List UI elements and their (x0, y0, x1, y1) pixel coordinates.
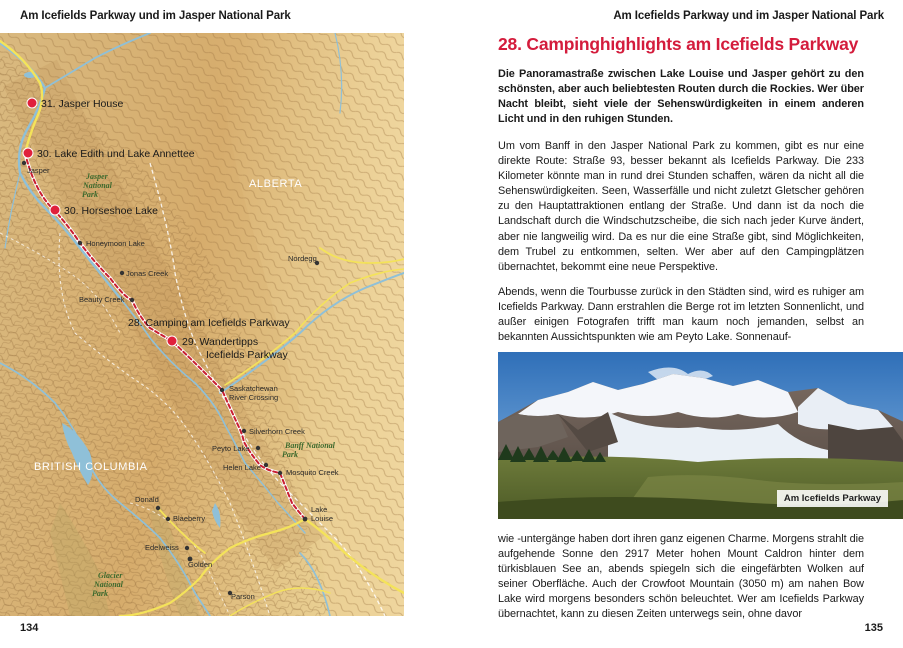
body-paragraph-3: wie -untergänge haben dort ihren ganz eigenen Charme. Morgens strahlt die aufgehende Sonne den 2917 Meter hohen Mount Caldron hinter dem türkisblauen See an, abends spiegeln sich die eingefärbten Wolken auf seiner Oberfläche. Auch der Crowfoot Mountain (3050 m) am nahen Bow Lake wird morgens besonders schön beleuchtet. Wer am Icefields Parkway übernachtet, kann zu diesen Zeiten unterwegs sein, ohne davor (498, 533, 864, 621)
place-silverhorn-creek: Silverhorn Creek (249, 427, 305, 436)
park-glacier-line1: Glacier (98, 571, 123, 580)
place-dot (166, 517, 170, 521)
photo-caption: Am Icefields Parkway (777, 490, 888, 507)
park-banff-line1: Banff National (285, 441, 335, 450)
region-british-columbia: BRITISH COLUMBIA (34, 461, 148, 473)
place-river-crossing: River Crossing (229, 393, 279, 402)
highlight-marker-31 (27, 98, 37, 108)
place-beauty-creek: Beauty Creek (79, 295, 125, 304)
place-dot (185, 546, 189, 550)
place-dot (78, 241, 82, 245)
place-dot (130, 298, 134, 302)
park-glacier-line3: Park (92, 589, 108, 598)
park-banff-line2: Park (282, 450, 298, 459)
place-golden: Golden (188, 560, 213, 569)
place-peyto-lake: Peyto Lake (212, 444, 250, 453)
park-jasper-line3: Park (82, 190, 98, 199)
page-number-right: 135 (864, 622, 883, 634)
highlight-label-29-line2: Icefields Parkway (206, 349, 288, 361)
place-lake: Lake (311, 505, 328, 514)
highlight-marker-30a (23, 148, 33, 158)
park-jasper-line1: Jasper (86, 172, 108, 181)
body-paragraph-2: Abends, wenn die Tourbusse zurück in den Städten sind, wird es ruhiger am Icefields Parkway. Dann erstrahlen die Berge rot im letzten Sonnenlicht, und außer einigen Fotografen trifft man kaum noch jemanden, selbst an bekannten Aussichtspunkten wie am Peyto Lake. Sonnenauf- (498, 286, 864, 344)
place-nordegg: Nordegg (288, 254, 317, 263)
place-jasper: Jasper (27, 166, 50, 175)
region-alberta: ALBERTA (249, 178, 303, 190)
place-edelweiss: Edelweiss (145, 543, 179, 552)
highlight-label-31: 31. Jasper House (41, 98, 124, 110)
place-dot (156, 506, 160, 510)
place-dot (120, 271, 124, 275)
route-map (0, 33, 404, 616)
place-dot (303, 517, 308, 522)
body-paragraph-1: Um vom Banff in den Jasper National Park zu kommen, gibt es nur eine direkte Route: Straße 93, besser bekannt als Icefields Parkway. Die 233 Kilometer könnte man in rund drei Stunden schaffen, wären da nicht all die Sehenswürdigkeiten. Seen, Wasserfälle und nicht zuletzt Gletscher gehören zu den Hauptattraktionen entlang der Straße. Und dann ist da noch die Landschaft durch die Windschutzscheibe, die sich nach jeder Kurve ändert, aber nie langweilig wird. Da es nur die eine Straße gibt, sind Möglichkeiten, dem Trubel zu entkommen, selten. Wer aber auf den Campingplätzen übernachtet, bekommt eine neue Perspektive. (498, 140, 864, 273)
photo-icefields-parkway (498, 352, 903, 519)
park-glacier-line2: National (94, 580, 123, 589)
highlight-label-30a: 30. Lake Edith und Lake Annettee (37, 148, 195, 160)
highlight-label-29-line1: 29. Wandertipps (182, 336, 259, 348)
place-donald: Donald (135, 495, 159, 504)
place-mosquito-creek: Mosquito Creek (286, 468, 339, 477)
place-louise: Louise (311, 514, 334, 523)
place-honeymoon-lake: Honeymoon Lake (86, 239, 145, 248)
running-head-left: Am Icefields Parkway und im Jasper National Park (20, 10, 291, 22)
place-dot (220, 388, 224, 392)
running-head-right: Am Icefields Parkway und im Jasper National Park (613, 10, 884, 22)
place-jonas-creek: Jonas Creek (126, 269, 169, 278)
place-saskatchewan: Saskatchewan (229, 384, 278, 393)
highlight-marker-29 (167, 336, 177, 346)
chapter-title: 28. Campinghighlights am Icefields Parkway (498, 34, 859, 54)
page-number-left: 134 (20, 622, 39, 634)
place-dot (256, 446, 260, 450)
place-parson: Parson (231, 592, 255, 601)
highlight-marker-30b (50, 205, 60, 215)
place-dot (278, 471, 282, 475)
place-dot (242, 429, 246, 433)
highlight-label-30b: 30. Horseshoe Lake (64, 205, 158, 217)
highlight-label-28: 28. Camping am Icefields Parkway (128, 317, 290, 329)
place-dot (264, 463, 268, 467)
place-dot (22, 161, 26, 165)
place-helen-lake: Helen Lake (223, 463, 261, 472)
park-jasper-line2: National (83, 181, 112, 190)
place-blaeberry: Blaeberry (173, 514, 206, 523)
lead-paragraph: Die Panoramastraße zwischen Lake Louise und Jasper gehört zu den schönsten, aber auch beliebtesten Routen durch die Rockies. Wer über Nacht bleibt, sieht viele der Sehenswürdigkeiten in einem anderen Licht und in den ruhigen Stunden. (498, 68, 864, 126)
